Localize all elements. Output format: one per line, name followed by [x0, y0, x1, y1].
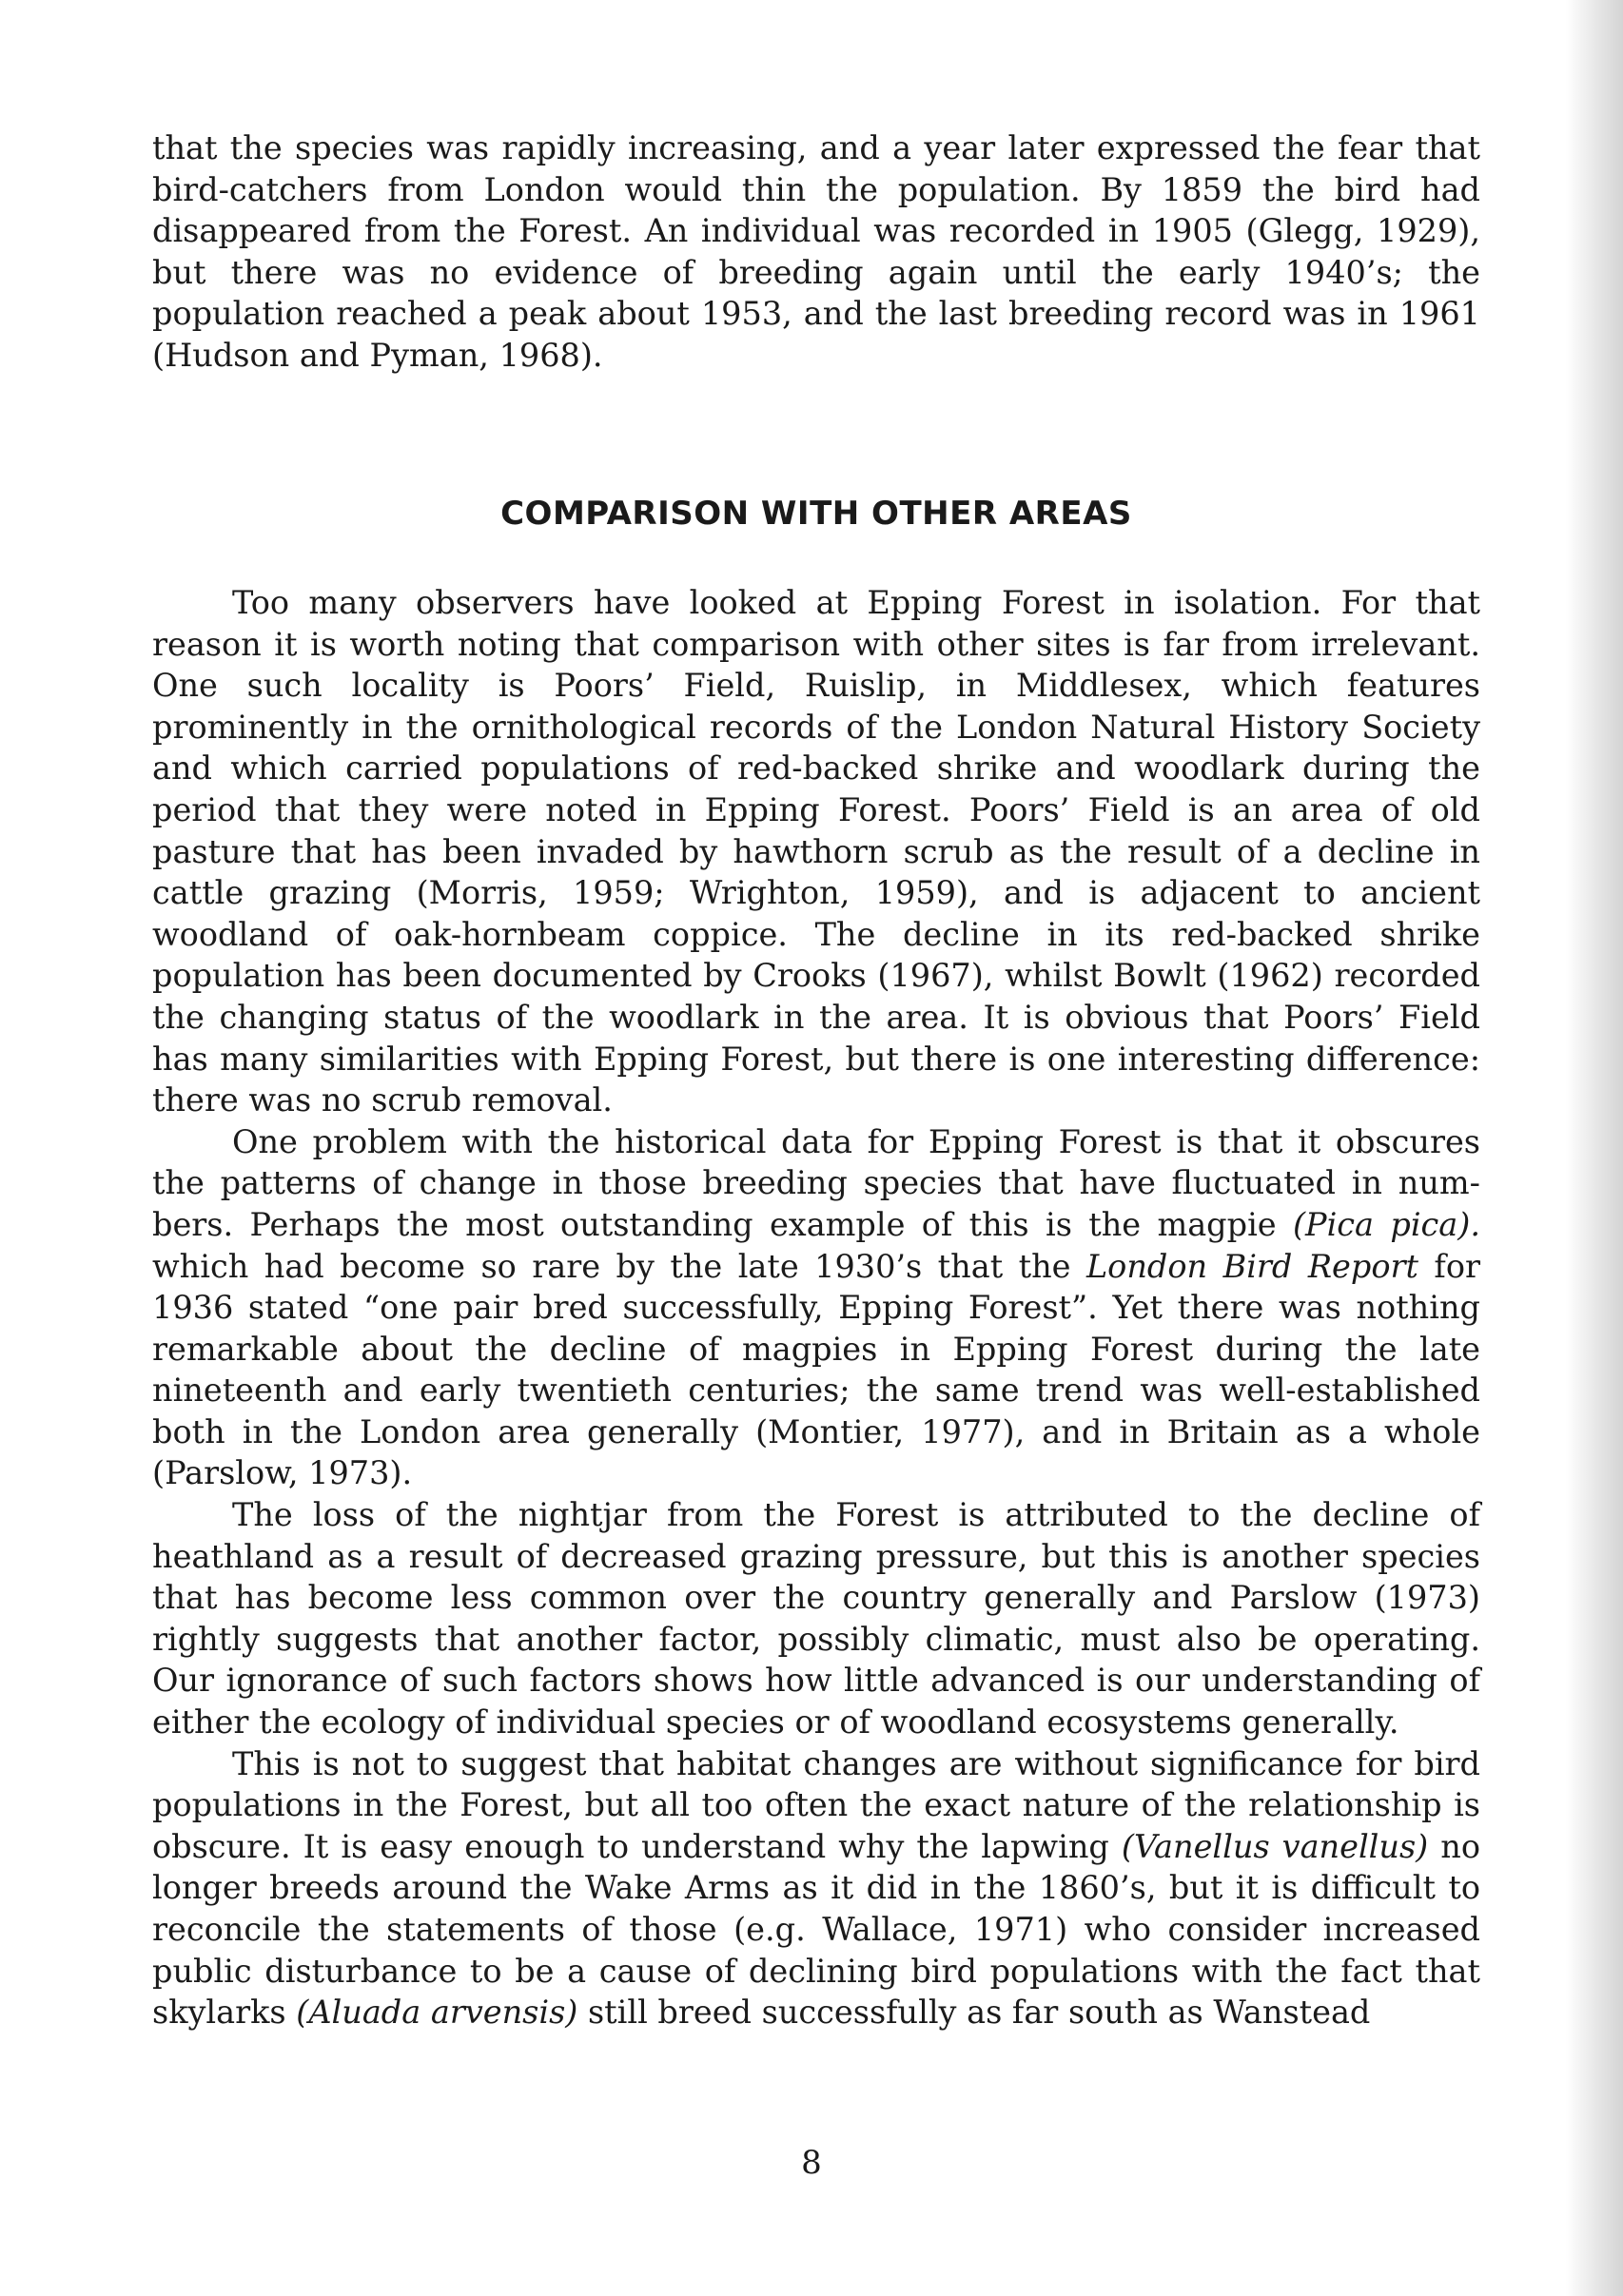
paragraph-1: Too many observers have looked at Epping Forest in isolation. For that reason it is worth noting that comparison with other sites is far from irrelevant. One such locality is Poors’ Field, Ruislip, in Middlesex, which features prominently in the ornithological records of the London Natural History Society and which carried populations of red-backed shrike and woodlark during the period that they were noted in Epping Forest. Poors’ Field is an area of old pasture that has been invaded by hawthorn scrub as the result of a decline in cattle grazing (Morris, 1959; Wrighton, 1959), and is adjacent to ancient woodland of oak-hornbeam coppice. The decline in its red-backed shrike population has been documented by Crooks (1967), whilst Bowlt (1962) recorded the changing status of the woodlark in the area. It is obvious that Poors’ Field has many similarities with Epping Forest, but there is one interesting difference: there was no scrub removal.: [152, 584, 1480, 1119]
paragraph-4-text-3: still breed successfully as far south as Wanstead: [577, 1994, 1371, 2032]
paragraph-4-text-2: no longer breeds around the Wake Arms as it did in the 1860’s, but it is difficult to reconcile the statements of those (e.g. Wallace, 1971) who consider increased public disturbance to be a cause of declining bird populations with the fact that skylarks: [152, 1827, 1481, 2032]
paragraph-2-text-2: which had become so rare by the late 1930’s that the: [152, 1247, 1086, 1285]
paragraph-2: [152, 1121, 1480, 1494]
publication-title: London Bird Report: [1085, 1247, 1418, 1285]
paragraph-3: The loss of the nightjar from the Forest is attributed to the decline of heathland as a result of decreased grazing pressure, but this is another species that has become less common over the country generally and Parslow (1973) rightly suggests that another factor, possibly climatic, must also be operating. Our ignorance of such factors shows how little advanced is our understanding of either the ecology of individual species or of woodland ecosystems generally.: [152, 1496, 1480, 1741]
paragraph-4: [152, 1743, 1480, 2033]
page-edge-shadow: [1566, 0, 1623, 2296]
section-body: [152, 582, 1480, 2033]
intro-paragraph: that the species was rapidly increasing, and a year later expressed the fear that bird-catchers from London would thin the population. By 1859 the bird had disappeared from the Forest. An individual was recorded in 1905 (Glegg, 1929), but there was no evidence of breeding again until the early 1940’s; the population reached a peak about 1953, and the last breeding record was in 1961 (Hudson and Pyman, 1968).: [152, 129, 1480, 374]
page-number: 8: [801, 2144, 822, 2182]
intro-text: [152, 127, 1480, 377]
species-name-lapwing: (Vanellus vanellus): [1121, 1827, 1429, 1865]
paragraph-2-text-3: for 1936 stated “one pair bred successfully, Epping Forest”. Yet there was nothing remarkable about the decline of magpies in Epping Forest during the late nineteenth and early twentieth centuries; the same trend was well-established both in the London area generally (Montier, 1977), and in Britain as a whole (Parslow, 1973).: [152, 1247, 1481, 1492]
paragraph-4-text-1: This is not to suggest that habitat changes are without significance for bird populations in the Forest, but all too often the exact nature of the relationship is obscure. It is easy enough to understand why the lapwing: [152, 1744, 1480, 1865]
section-heading: COMPARISON WITH OTHER AREAS: [500, 495, 1132, 533]
paragraph-2-text-1: One problem with the historical data for Epping Forest is that it obscures the patterns of change in those breeding species that have fluctuated in numbers. Perhaps the most outstanding example of this is the magpie: [152, 1122, 1480, 1243]
species-name-magpie: (Pica pica).: [1292, 1205, 1480, 1243]
species-name-skylark: (Aluada arvensis): [296, 1994, 578, 2032]
